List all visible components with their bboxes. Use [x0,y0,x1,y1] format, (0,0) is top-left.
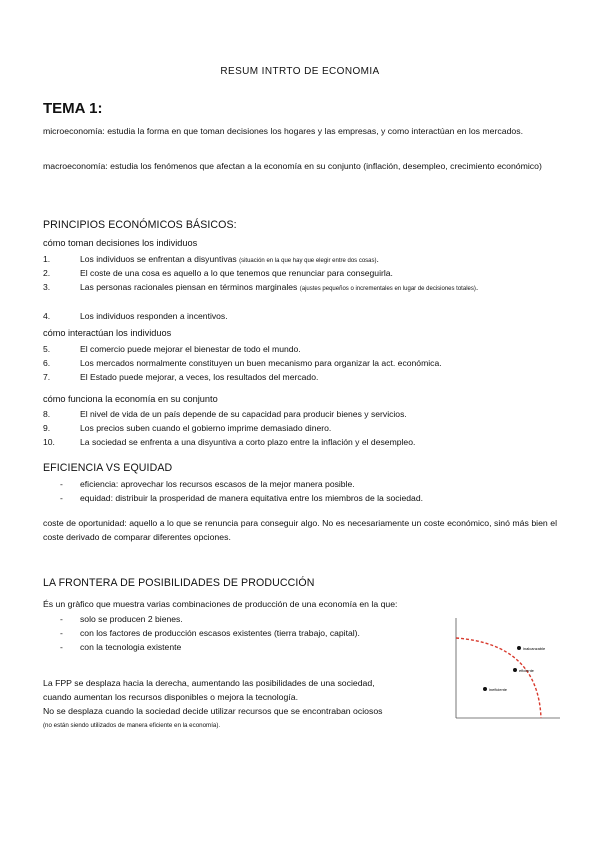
list-item: - con los factores de producción escasos existentes (tierra trabajo, capital). [60,628,360,638]
point-eficiente [513,668,517,672]
principios-heading: PRINCIPIOS ECONÓMICOS BÁSICOS: [43,219,237,231]
list-item: 8. El nivel de vida de un país depende de su capacidad para producir bienes y servicios. [43,409,407,419]
eficiencia-heading: EFICIENCIA VS EQUIDAD [43,462,173,474]
coste-oportunidad: coste de oportunidad: aquello a lo que se renuncia para conseguir algo. No es necesariamente un coste económico, sinó más bien el coste derivado de comparar diferentes opciones. [43,518,557,542]
list-item: 1. Los individuos se enfrentan a disyuntivas (situación en la que hay que elegir entre dos cosas). [43,254,379,264]
list-item: 4. Los individuos responden a incentivos. [43,311,228,321]
group-title: cómo interactúan los individuos [43,328,172,338]
group-title: cómo toman decisiones los individuos [43,238,198,248]
macro-definition: macroeconomía: estudia los fenómenos que afectan a la economía en su conjunto (inflación, desempleo, crecimiento económico) [43,161,542,171]
doc-title: RESUM INTRTO DE ECONOMIA [220,66,380,77]
group-title: cómo funciona la economía en su conjunto [43,394,218,404]
frontera-intro: És un gràfico que muestra varias combinaciones de producción de una economía en la que: [43,599,398,609]
fpp-paragraph-line: cuando aumentan los recursos disponibles o mejora la tecnología. [43,692,298,702]
list-item: 2. El coste de una cosa es aquello a lo que tenemos que renunciar para conseguirla. [43,268,393,278]
point-ineficiente [483,687,487,691]
label-ineficiente: ineficiente [489,687,508,692]
micro-definition: microeconomía: estudia la forma en que toman decisiones los hogares y las empresas, y como interactúan en los mercados. [43,126,523,136]
list-item: - solo se producen 2 bienes. [60,614,183,624]
list-item: 3. Las personas racionales piensan en términos marginales (ajustes pequeños o incrementales en lugar de decisiones totales). [43,282,479,292]
fpp-paragraph-line: La FPP se desplaza hacia la derecha, aumentando las posibilidades de una sociedad, [43,678,375,688]
list-item: 6. Los mercados normalmente constituyen un buen mecanismo para organizar la act. económica. [43,358,442,368]
label-inalcanzable: inalcanzable [523,646,546,651]
list-item: 5. El comercio puede mejorar el bienestar de todo el mundo. [43,344,301,354]
label-eficiente: eficiente [519,668,534,673]
list-item: - con la tecnologia existente [60,642,182,652]
list-item: - eficiencia: aprovechar los recursos escasos de la mejor manera posible. [60,479,355,489]
list-item: 7. El Estado puede mejorar, a veces, los resultados del mercado. [43,372,319,382]
point-inalcanzable [517,646,521,650]
frontera-heading: LA FRONTERA DE POSIBILIDADES DE PRODUCCIÓN [43,577,315,589]
tema-heading: TEMA 1: [43,100,103,117]
fpp-paragraph-line: No se desplaza cuando la sociedad decide utilizar recursos que se encontraban ociosos [43,706,383,716]
list-item: 10. La sociedad se enfrenta a una disyuntiva a corto plazo entre la inflación y el desempleo. [43,437,416,447]
list-item: - equidad: distribuir la prosperidad de manera equitativa entre los miembros de la sociedad. [60,493,423,503]
list-item: 9. Los precios suben cuando el gobierno imprime demasiado dinero. [43,423,332,433]
fpp-graph [448,610,563,725]
fpp-footnote: (no están siendo utilizados de manera eficiente en la economía). [43,722,221,729]
